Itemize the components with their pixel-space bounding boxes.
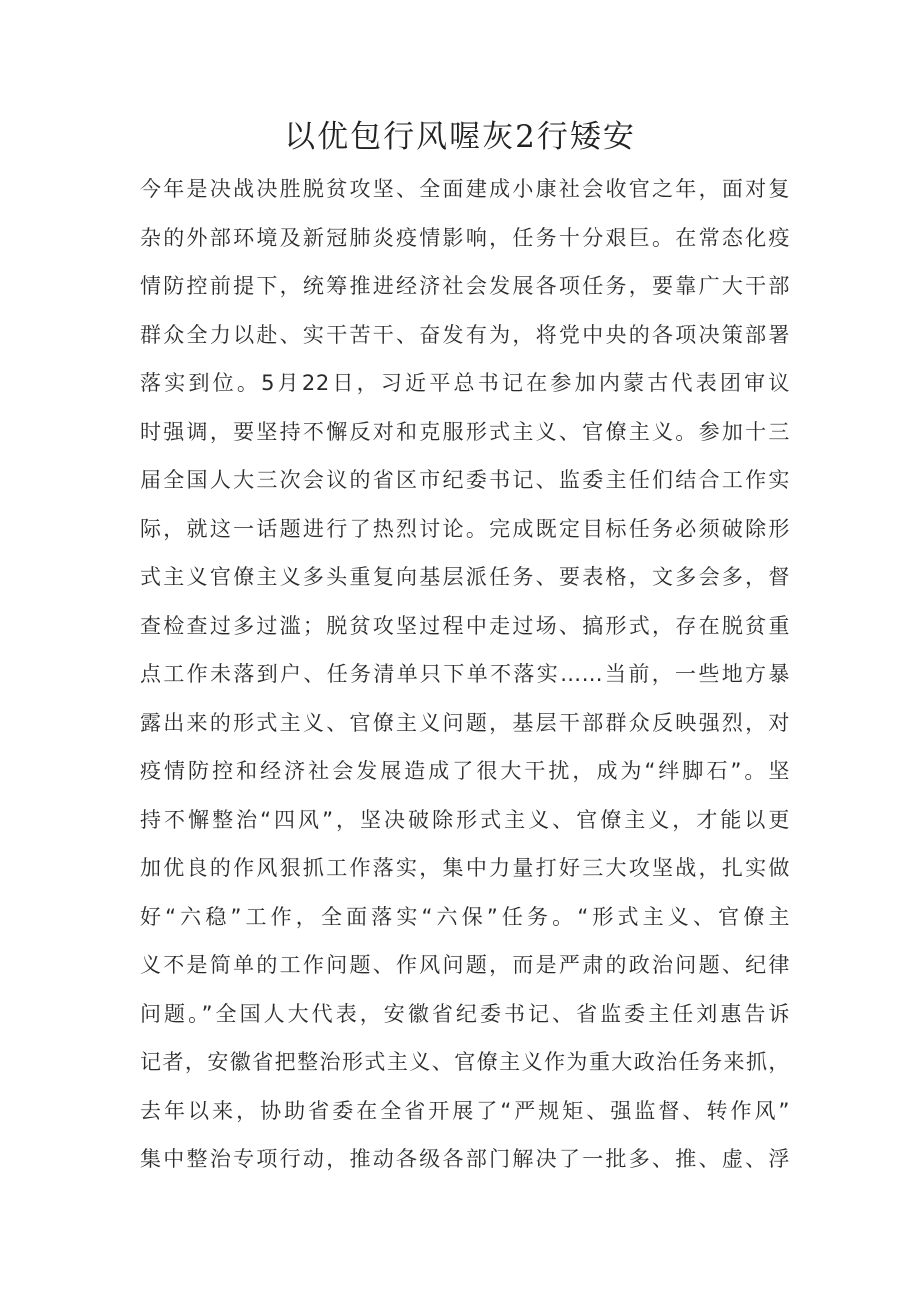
body-line: 届全国人大三次会议的省区市纪委书记、监委主任们结合工作实 <box>140 468 790 492</box>
body-line: 落实到位。5月22日，习近平总书记在参加内蒙古代表团审议 <box>140 371 790 395</box>
body-line: 际，就这一话题进行了热烈讨论。完成既定目标任务必须破除形 <box>140 516 790 541</box>
body-line: 义不是简单的工作问题、作风问题，而是严肃的政治问题、纪律 <box>140 953 790 977</box>
body-line: 持不懈整治“四风”，坚决破除形式主义、官僚主义，才能以更 <box>140 807 790 832</box>
body-line: 疫情防控和经济社会发展造成了很大干扰，成为“绊脚石”。坚 <box>140 759 790 783</box>
body-line: 加优良的作风狠抓工作落实，集中力量打好三大攻坚战，扎实做 <box>140 856 790 880</box>
body-line: 好“六稳”工作，全面落实“六保”任务。“形式主义、官僚主 <box>140 904 790 929</box>
document-body <box>140 165 790 1184</box>
body-line: 去年以来，协助省委在全省开展了“严规矩、强监督、转作风” <box>140 1098 790 1123</box>
body-line: 杂的外部环境及新冠肺炎疫情影响，任务十分艰巨。在常态化疫 <box>140 225 790 250</box>
document-title: 以优包行风喔灰2行矮安 <box>284 119 636 155</box>
body-line: 情防控前提下，统筹推进经济社会发展各项任务，要靠广大干部 <box>140 274 790 298</box>
body-line: 点工作未落到户、任务清单只下单不落实……当前，一些地方暴 <box>140 662 790 686</box>
body-line: 露出来的形式主义、官僚主义问题，基层干部群众反映强烈，对 <box>140 710 790 735</box>
body-line: 问题。”全国人大代表，安徽省纪委书记、省监委主任刘惠告诉 <box>140 1001 790 1026</box>
body-line: 时强调，要坚持不懈反对和克服形式主义、官僚主义。参加十三 <box>140 419 790 444</box>
body-line: 今年是决战决胜脱贫攻坚、全面建成小康社会收官之年，面对复 <box>140 177 790 201</box>
body-line: 查检查过多过滥；脱贫攻坚过程中走过场、搞形式，存在脱贫重 <box>140 613 790 638</box>
body-line: 集中整治专项行动，推动各级各部门解决了一批多、推、虚、浮 <box>140 1147 790 1171</box>
body-line: 式主义官僚主义多头重复向基层派任务、要表格，文多会多，督 <box>140 565 790 589</box>
body-line: 记者，安徽省把整治形式主义、官僚主义作为重大政治任务来抓， <box>140 1050 790 1074</box>
body-line: 群众全力以赴、实干苦干、奋发有为，将党中央的各项决策部署 <box>140 322 790 347</box>
